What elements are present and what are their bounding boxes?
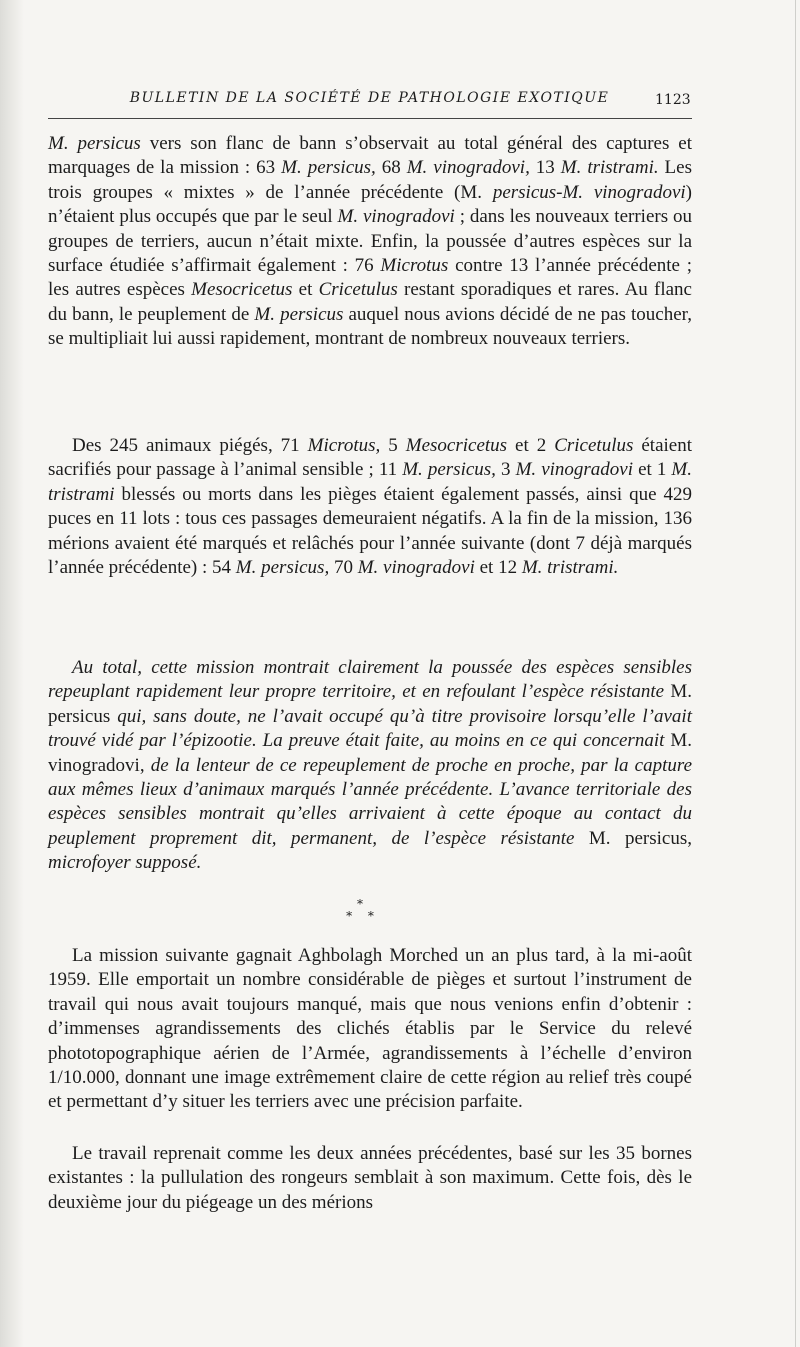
page-number: 1123: [655, 92, 691, 108]
header-rule: [48, 118, 692, 119]
upright-run: M. vinogradovi,: [48, 730, 692, 776]
paragraph-text: Le travail reprenait comme les deux années précédentes, basé sur les 35 bornes existantes : la pullulation des rongeurs semblait à son maximum. Cette fois, dès le deuxième jour du piégeage un des mérions: [48, 1143, 692, 1213]
italic-run: M. tristrami: [48, 459, 692, 505]
italic-run: M. persicus: [48, 133, 141, 154]
italic-run: Mesocricetus: [405, 435, 508, 456]
paragraph-continued: [48, 132, 692, 352]
section-asterism: [330, 898, 390, 928]
italic-run: Cricetulus: [318, 279, 398, 301]
italic-run: M. vinogradovi: [515, 459, 634, 481]
paragraph-work: [48, 1142, 692, 1215]
paragraph-text: Au total, cette mission montrait clairement la poussée des espèces sensibles repeuplant rapidement leur propre territoire, et en refoulant l’espèce résistante M. persicus qui, sans doute, ne l’avait occupé qu’à titre provisoire lorsqu’elle l’avait trouvé vidé par l’épizootie. La preuve était faite, au moins en ce qui concernait M. vinogradovi, de la lenteur de ce repeuplement de proche en proche, par la capture aux mêmes lieux d’animaux marqués l’année précédente. L’avance territoriale des espèces sensibles montrait qu’elles arrivaient à cette époque au contact du peuplement proprement dit, permanent, de l’espèce résistante M. persicus, microfoyer supposé.: [48, 657, 692, 874]
italic-run: M. persicus,: [402, 459, 496, 481]
page-edge-shadow: [0, 0, 24, 1347]
paragraph-text: M. persicus vers son flanc de bann s’observait au total général des captures et marquages de la mission : 63 M. persicus, 68 M. vinogradovi, 13 M. tristrami. Les trois groupes « mixtes » de l’année précédente (M. persicus-M. vinogradovi) n’étaient plus occupés que par le seul M. vinogradovi ; dans les nouveaux terriers ou groupes de terriers, aucun n’était mixte. Enfin, la poussée d’autres espèces sur la surface étudiée s’affirmait également : 76 Microtus contre 13 l’année précédente ; les autres espèces Mesocricetus et Cricetulus restant sporadiques et rares. Au flanc du bann, le peuplement de M. persicus auquel nous avions décidé de ne pas toucher, se multipliait lui aussi rapidement, montrant de nombreux nouveaux terriers.: [48, 133, 693, 350]
paragraph-text: Des 245 animaux piégés, 71 Microtus, 5 Mesocricetus et 2 Cricetulus étaient sacrifiés pour passage à l’animal sensible ; 11 M. persicus, 3 M. vinogradovi et 1 M. tristrami blessés ou morts dans les pièges étaient également passés, ainsi que 429 puces en 11 lots : tous ces passages demeuraient négatifs. A la fin de la mission, 136 mérions avaient été marqués et relâchés pour l’année suivante (dont 7 déjà marqués l’année précédente) : 54 M. persicus, 70 M. vinogradovi et 12 M. tristrami.: [48, 435, 692, 579]
italic-run: Cricetulus: [554, 435, 634, 456]
scan-edge-line: [795, 0, 796, 1347]
paragraph-next-mission: [48, 944, 692, 1115]
running-title: BULLETIN DE LA SOCIÉTÉ DE PATHOLOGIE EXOTIQUE: [129, 90, 610, 106]
upright-run: M. persicus: [48, 681, 692, 727]
asterism-bottom: * *: [346, 909, 380, 923]
italic-run: M. vinogradovi,: [406, 157, 530, 179]
italic-run: Mesocricetus: [191, 279, 293, 301]
italic-run: M. tristrami.: [560, 157, 659, 179]
italic-run: M. tristrami.: [521, 557, 619, 579]
paragraph-text: La mission suivante gagnait Aghbolagh Morched un an plus tard, à la mi-août 1959. Elle emportait un nombre considérable de pièges et surtout l’instrument de travail qui nous avait toujours manqué, mais que nous venions enfin d’obtenir : d’immenses agrandissements des clichés établis par le Service du relevé phototopographique aérien de l’Armée, agrandissements à l’échelle d’environ 1/10.000, donnant une image extrêmement claire de cette région au relief très coupé et permettant d’y situer les terriers avec une précision parfaite.: [48, 945, 692, 1113]
paragraph-conclusion: [48, 656, 692, 876]
italic-run: persicus-M. vinogradovi: [492, 181, 686, 203]
italic-run: M. persicus,: [281, 157, 376, 179]
italic-run: Microtus,: [307, 435, 381, 456]
italic-run: Microtus: [380, 255, 449, 277]
italic-run: M. vinogradovi: [337, 206, 455, 228]
upright-run: M. persicus,: [588, 827, 692, 849]
italic-run: M. vinogradovi: [357, 557, 475, 579]
italic-run: M. persicus: [254, 303, 344, 325]
italic-run: M. persicus,: [235, 557, 330, 579]
asterism-top: *: [357, 897, 363, 911]
paragraph-captures: [48, 434, 692, 580]
